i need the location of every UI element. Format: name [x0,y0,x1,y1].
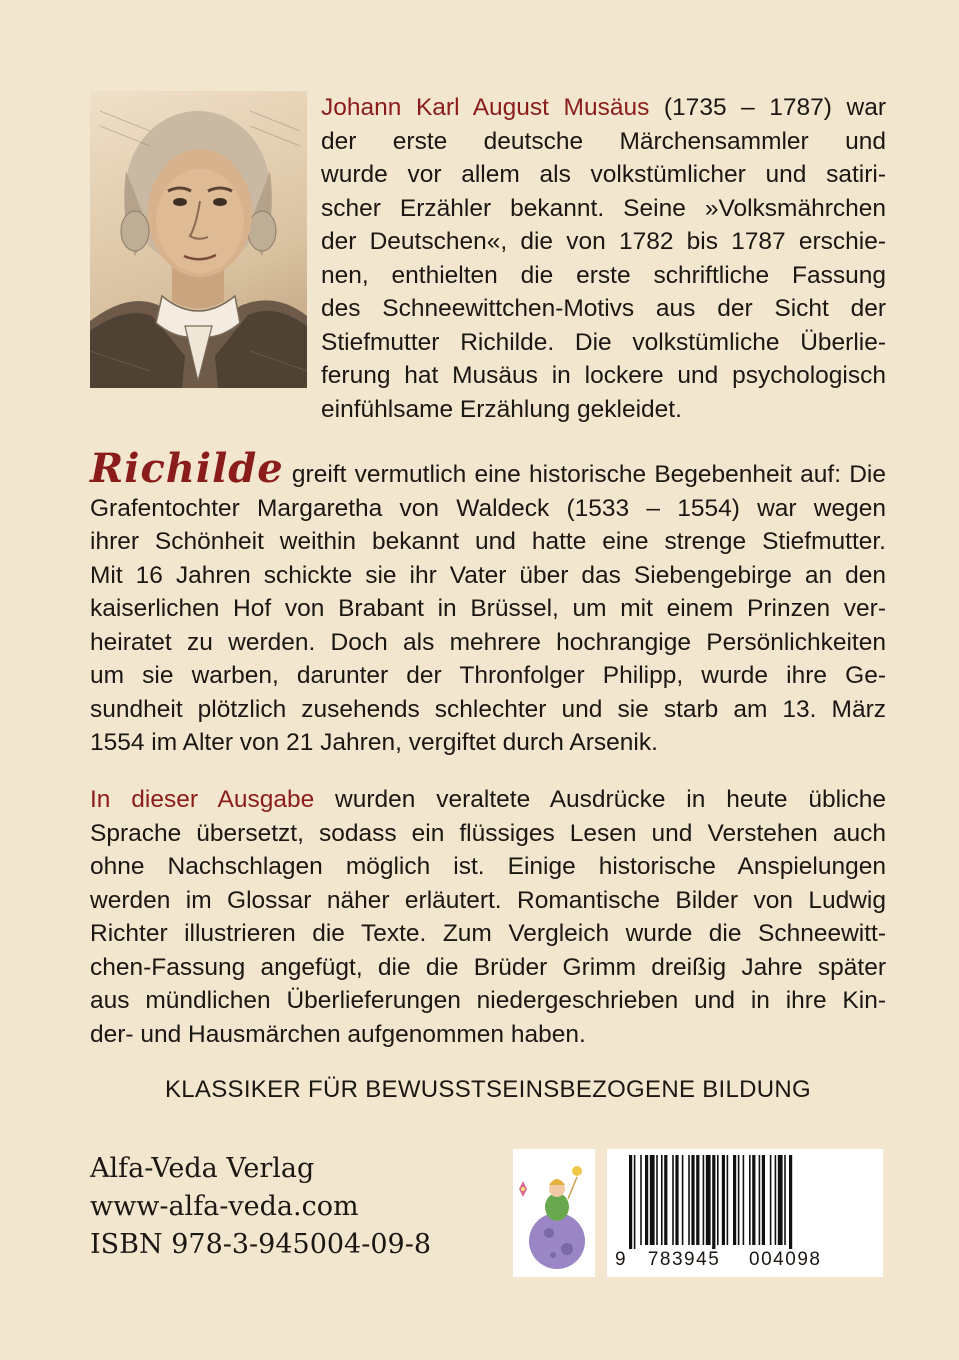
richilde-line: sundheit plötzlich zusehends schlechter und sie starb am 13. März [90,695,886,723]
barcode-digit-group: 004098 [749,1249,822,1270]
edition-lead: In dieser Ausgabe [90,786,315,813]
edition-line: aus mündlichen Überlieferungen niedergeschrieben und in ihre Kin- [90,987,886,1014]
richilde-title: Richilde [90,445,284,492]
author-name: Johann Karl August Musäus [321,94,650,121]
publisher-name: Alfa-Veda Verlag [90,1153,315,1184]
barcode-bar [645,1155,648,1245]
bio-line: scher Erzähler bekannt. Seine »Volksmährchen [321,194,886,222]
barcode-bar [722,1155,725,1245]
barcode-digit-group: 783945 [647,1249,721,1270]
barcode-digit-first: 9 [615,1249,628,1270]
bio-line: ferung hat Musäus in lockere und psychologisch [321,362,886,389]
isbn-text: ISBN 978-3-945004-09-8 [90,1229,432,1260]
richilde-line: greift vermutlich eine historische Begebenheit auf: Die [283,461,886,488]
richilde-line: 1554 im Alter von 21 Jahren, vergiftet durch Arsenik. [90,729,658,756]
edition-line: ohne Nachschlagen möglich ist. Einige historische Anspielungen [90,853,886,880]
barcode-bar [664,1155,667,1245]
barcode-bar [727,1155,729,1245]
edition-paragraph [90,783,886,1051]
richilde-line: Mit 16 Jahren schickte sie ihr Vater über das Siebengebirge an den [90,561,886,589]
series-tagline: KLASSIKER FÜR BEWUSSTSEINSBEZOGENE BILDUNG [164,1076,812,1103]
barcode-bar [712,1155,715,1249]
barcode-digits [607,1249,883,1271]
edition-line: wurden veraltete Ausdrücke in heute übliche [314,786,886,813]
barcode-bars [607,1149,883,1249]
bio-line: nen, enthielten die erste schriftliche Fassung [321,261,886,289]
barcode-bar [696,1155,699,1245]
barcode-bar [717,1155,719,1245]
barcode-bar [743,1155,745,1245]
barcode-bar [691,1155,694,1245]
richilde-line: um sie warben, darunter der Thronfolger Philipp, wurde ihre Ge- [90,662,886,689]
little-prince-logo-icon [513,1149,595,1277]
bio-line: der Deutschen«, die von 1782 bis 1787 erschie- [321,228,886,255]
barcode-bar [634,1155,636,1249]
author-portrait [90,91,307,388]
bio-line: des Schneewittchen-Motivs aus der Sicht der [321,295,886,322]
barcode-bar [650,1155,655,1245]
barcode-bar [688,1155,690,1245]
richilde-line: ihrer Schönheit weithin bekannt und hatte eine strenge Stiefmutter. [90,528,886,555]
barcode-bar [762,1155,765,1245]
richilde-paragraph [90,445,886,760]
bio-line: einfühlsame Erzählung gekleidet. [321,395,682,423]
barcode-bar [629,1155,632,1249]
bio-line: der erste deutsche Märchensammler und [321,127,886,155]
barcode-bar [778,1155,783,1245]
barcode-bar [706,1155,711,1245]
barcode-bar [759,1155,761,1245]
publisher-website[interactable]: www-alfa-veda.com [90,1191,359,1222]
edition-line: Sprache übersetzt, sodass ein flüssiges Lesen und Verstehen auch [90,819,886,847]
isbn-barcode [607,1149,883,1277]
barcode-bar [640,1155,642,1245]
bio-line: (1735 – 1787) war [649,94,887,121]
barcode-bar [672,1155,674,1245]
richilde-line: kaiserlichen Hof von Brabant in Brüssel, um mit einem Prinzen ver- [90,595,886,622]
publisher-info [90,1150,431,1264]
bio-line: Stiefmutter Richilde. Die volkstümliche Überlie- [321,328,886,356]
barcode-bar [733,1155,736,1245]
barcode-bar [661,1155,663,1245]
barcode-bar [675,1155,678,1245]
barcode-bar [789,1155,792,1249]
richilde-line: Grafentochter Margaretha von Waldeck (1533 – 1554) war wegen [90,494,886,522]
barcode-bar [770,1155,772,1245]
bio-line: wurde vor allem als volkstümlicher und satiri- [321,161,886,188]
barcode-bar [738,1155,740,1245]
barcode-bar [775,1155,777,1245]
edition-line: der- und Hausmärchen aufgenommen haben. [90,1020,586,1048]
barcode-bar [749,1155,751,1245]
barcode-bar [752,1155,755,1245]
barcode-bar [682,1155,684,1245]
edition-line: chen-Fassung angefügt, die die Brüder Grimm dreißig Jahre später [90,953,886,981]
author-bio [321,91,886,426]
barcode-bar [703,1155,705,1245]
barcode-bar [656,1155,658,1245]
edition-line: Richter illustrieren die Texte. Zum Vergleich wurde die Schneewitt- [90,920,886,947]
edition-line: werden im Glossar näher erläutert. Romantische Bilder von Ludwig [90,886,886,914]
richilde-line: heiratet zu werden. Doch als mehrere hochrangige Persönlichkeiten [90,628,886,656]
barcode-bar [784,1155,786,1245]
